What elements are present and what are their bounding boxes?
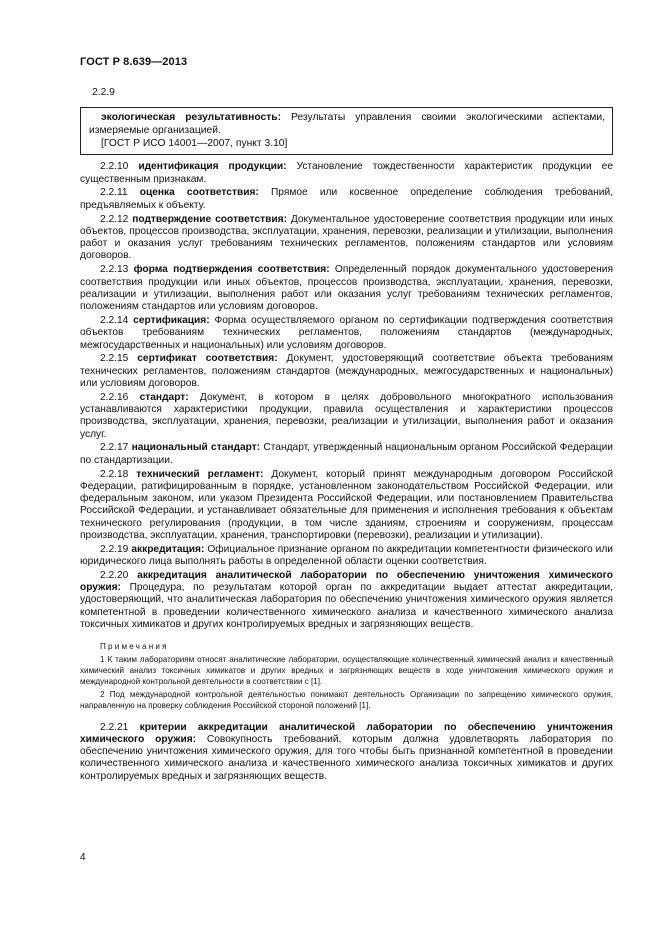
definition-paragraph: 2.2.17 национальный стандарт: Стандарт, утвержденный национальным органом Российской Федерации по стандартизации. xyxy=(80,442,613,466)
document-page xyxy=(80,56,613,785)
definition-paragraph: 2.2.13 форма подтверждения соответствия: Определенный порядок документального удостоверения соответствия продукции или иных объектов, процессов производства, эксплуатации, хранения, перевозки, реализации и утилизации, выполнения работ или оказания услуг требованиям технических регламентов, положениям стандартов или условиям договоров. xyxy=(80,264,614,313)
term-box xyxy=(80,107,613,155)
notes-heading: Примечания xyxy=(100,642,169,652)
item-number-2-2-9: 2.2.9 xyxy=(92,87,115,98)
term-name: экологическая результативность: xyxy=(101,112,282,123)
definition-paragraph: 2.2.14 сертификация: Форма осуществляемого органом по сертификации подтверждения соответствия объектов требованиям технических регламентов, положениям стандартов (международных, межгосударственных и национальных) или условиям договоров. xyxy=(80,314,613,351)
definition-paragraph: 2.2.21 критерии аккредитации аналитической лаборатории по обеспечению уничтожения химического оружия: Совокупность требований, которым должна удовлетворять лаборатория по обеспечению уничтожения химического оружия, для того чтобы быть признанной компетентной в проведении количественного химического анализа и качественного химического анализа токсичных химикатов и других контролируемых вредных и загрязняющих веществ. xyxy=(80,721,614,782)
page-number: 4 xyxy=(80,852,86,863)
document-header: ГОСТ Р 8.639—2013 xyxy=(80,56,188,68)
term-definition-2-2-9 xyxy=(89,112,605,138)
definition-paragraph: 2.2.11 оценка соответствия: Прямое или косвенное определение соблюдения требований, предъявляемых к объекту. xyxy=(80,187,613,211)
definition-paragraph: 2.2.15 сертификат соответствия: Документ, удостоверяющий соответствие объекта требованиям технических регламентов, положениям стандартов (международных, межгосударственных и национальных) или условиям договоров. xyxy=(80,353,614,389)
definitions-list xyxy=(80,161,613,631)
definition-paragraph: 2.2.12 подтверждение соответствия: Документальное удостоверение соответствия продукции или иных объектов, процессов производства, эксплуатации, хранения, перевозки, реализации и утилизации, выполнения работ и оказания услуг требованиям технических регламентов, положениям стандартов или условиям договоров. xyxy=(80,213,613,262)
definition-paragraph: 2.2.10 идентификация продукции: Установление тождественности характеристик продукции ее существенным признакам. xyxy=(80,161,614,185)
notes-block xyxy=(80,641,613,711)
note-1: 1 К таким лабораториям относят аналитические лаборатории, осуществляющие количественный химический анализ и качественный химический анализ токсичных химикатов и других вредных и загрязняющих веществ в ходе уничтожения химического оружия и международной контрольной деятельности в соответствии с [1]. xyxy=(80,654,613,686)
definition-paragraph: 2.2.16 стандарт: Документ, в котором в целях добровольного многократного использования устанавливаются характеристики продукции, правила осуществления и характеристики процессов производства, эксплуатации, хранения, перевозки, реализации и утилизации, выполнения работ и оказания услуг. xyxy=(80,391,613,440)
definition-paragraph: 2.2.19 аккредитация: Официальное признание органом по аккредитации компетентности физического или юридического лица выполнять работы в определенной области оценки соответствия. xyxy=(80,543,613,568)
definition-paragraph: 2.2.20 аккредитация аналитической лаборатории по обеспечению уничтожения химического оружия: Процедура, по результатам которой орган по аккредитации выдает аттестат аккредитации, удостоверяющий, что аналитическая лаборатория по обеспечению уничтожения химического оружия является компетентной в проведении количественного химического анализа и качественного химического анализа токсичных химикатов и других контролируемых вредных и загрязняющих веществ. xyxy=(80,569,613,631)
definition-paragraph: 2.2.18 технический регламент: Документ, который принят международным договором Российской Федерации, ратифицированным в порядке, установленном законодательством Российской Федерации, или федеральным законом, или указом Президента Российской Федерации, или постановлением Правительства Российской Федерации, и устанавливает обязательные для применения и исполнения требования к объектам технического регулирования (продукции, в том числе зданиям, строениям и сооружениям, процессам производства, эксплуатации, хранения, транспортировки (перевозки), реализации и утилизации). xyxy=(80,468,614,541)
definitions-list-continued xyxy=(80,722,613,783)
term-text: Результаты управления своими экологическими аспектами, измеряемые организацией. xyxy=(89,112,605,136)
note-2: 2 Под международной контрольной деятельностью понимают деятельность Организации по запрещению химического оружия, направленную на проверку соблюдения Российской стороной положений [1]. xyxy=(80,690,613,711)
term-reference: [ГОСТ Р ИСО 14001—2007, пункт 3.10] xyxy=(101,137,288,149)
